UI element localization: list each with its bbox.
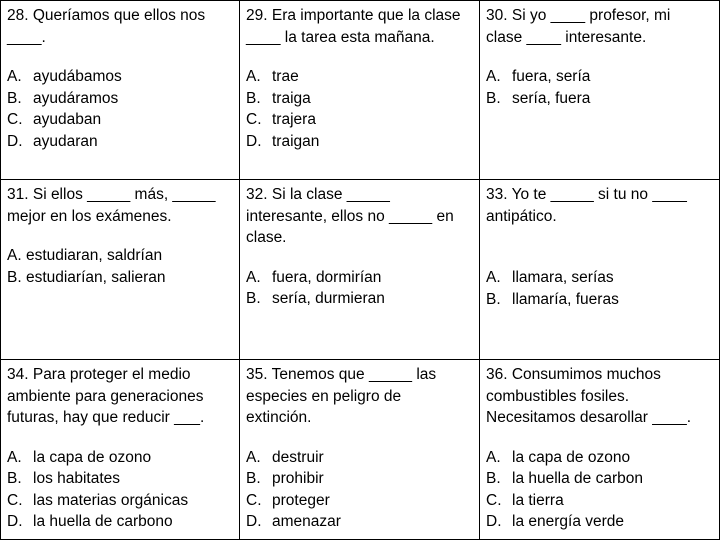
options-list [7,66,233,152]
option: D. la energía verde [486,513,625,530]
option: B. sería, durmieran [246,290,385,307]
question-text: 35. Tenemos que _____ las especies en peligro de extinción. [246,366,437,426]
question-cell-34 [0,360,240,540]
option: C. las materias orgánicas [7,491,189,509]
option: B. llamaría, fueras [486,290,619,308]
option: A. fuera, dormirían [246,268,382,286]
question-cell-28 [0,0,240,180]
option: B. estudiarían, salieran [7,268,166,286]
option: A. la capa de ozono [7,448,152,466]
options-list [486,447,713,533]
question-cell-31 [0,180,240,360]
options-list [486,66,713,109]
option: A. trae [246,68,299,85]
question-cell-36 [480,360,720,540]
option: B. prohibir [246,470,324,487]
question-text: 36. Consumimos muchos combustibles fosiles. Necesitamos desarollar ____. [486,366,692,426]
option: B. ayudáramos [7,89,119,107]
question-cell-29 [240,0,480,180]
question-text: 33. Yo te _____ si tu no ____ antipático. [486,186,687,225]
question-cell-35 [240,360,480,540]
option: A. estudiaran, saldrían [7,247,163,264]
option: B. traiga [246,89,311,107]
question-text: 34. Para proteger el medio ambiente para generaciones futuras, hay que reducir ___. [7,366,205,426]
options-list [246,267,473,310]
question-text: 28. Queríamos que ellos nos ____. [7,7,206,46]
option: B. sería, fuera [486,89,591,107]
options-list [7,447,233,533]
option: B. la huella de carbon [486,470,643,487]
question-cell-30 [480,0,720,180]
option: C. ayudaban [7,111,102,128]
option: C. proteger [246,491,330,509]
option: A. la capa de ozono [486,448,631,466]
question-cell-33 [480,180,720,360]
option: D. traigan [246,132,320,150]
option: C. trajera [246,111,316,128]
options-list [7,245,233,288]
option: D. amenazar [246,513,341,530]
options-list [486,267,713,310]
option: A. ayudábamos [7,68,122,85]
question-cell-32 [240,180,480,360]
option: B. los habitates [7,470,121,487]
option: A. llamara, serías [486,269,614,286]
option: C. la tierra [486,491,564,509]
question-text: 31. Si ellos _____ más, _____ mejor en los exámenes. [7,186,216,225]
question-text: 29. Era importante que la clase ____ la tarea esta mañana. [246,7,461,46]
option: D. la huella de carbono [7,513,173,530]
question-text: 30. Si yo ____ profesor, mi clase ____ interesante. [486,7,671,46]
option: D. ayudaran [7,132,98,150]
options-list [246,447,473,533]
option: A. fuera, sería [486,68,591,85]
question-text: 32. Si la clase _____ interesante, ellos no _____ en clase. [246,186,454,246]
option: A. destruir [246,448,324,466]
options-list [246,66,473,152]
